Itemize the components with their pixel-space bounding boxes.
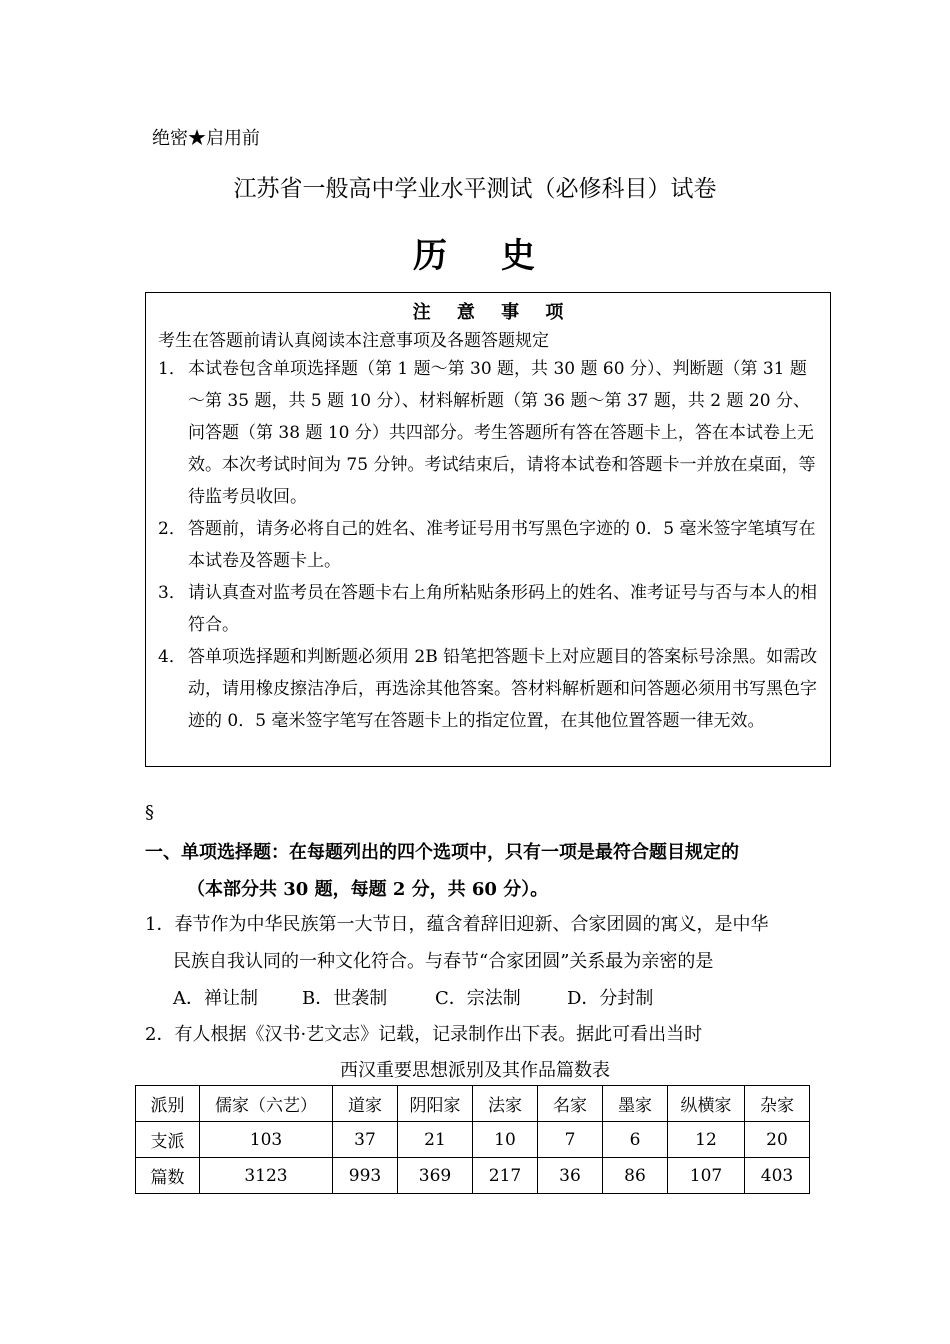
question-1-line-2: 民族自我认同的一种文化符合。与春节“合家团圆”关系最为亲密的是 xyxy=(173,951,714,972)
table-cell: 21 xyxy=(398,1122,473,1158)
section-heading: 一、单项选择题：在每题列出的四个选项中，只有一项是最符合题目规定的 xyxy=(145,842,739,863)
table-cell: 3123 xyxy=(200,1158,333,1194)
notice-intro: 考生在答题前请认真阅读本注意事项及各题答题规定 xyxy=(158,331,549,351)
section-subheading: （本部分共 30 题，每题 2 分，共 60 分）。 xyxy=(187,879,549,900)
notice-item-number: 1． xyxy=(158,359,186,379)
table-row xyxy=(136,1086,810,1122)
notice-item xyxy=(158,641,823,737)
table-cell: 12 xyxy=(668,1122,745,1158)
table-cell: 217 xyxy=(473,1158,538,1194)
schools-table xyxy=(135,1085,810,1194)
table-cell: 20 xyxy=(745,1122,810,1158)
notice-item-text: 本试卷包含单项选择题（第 1 题～第 30 题，共 30 题 60 分）、判断题（第 31 题～第 35 题，共 5 题 10 分）、材料解析题（第 36 题～第 37 题，共 2 题 20 分、问答题（第 38 题 10 分）共四部分。考生答题所有答在答题卡上，答在本试卷上无效。本次考试时间为 75 分钟。考试结束后，请将本试卷和答题卡一并放在桌面，等待监考员收回。 xyxy=(188,359,816,507)
table-cell: 107 xyxy=(668,1158,745,1194)
notice-item-number: 3． xyxy=(158,583,186,603)
table-cell: 993 xyxy=(333,1158,398,1194)
table-cell: 杂家 xyxy=(745,1086,810,1122)
table-cell: 儒家（六艺） xyxy=(200,1086,333,1122)
option-c: C．宗法制 xyxy=(435,988,521,1009)
table-cell: 篇数 xyxy=(136,1158,200,1194)
question-1-line-1: 1．春节作为中华民族第一大节日，蕴含着辞旧迎新、合家团圆的寓义，是中华 xyxy=(145,914,769,935)
exam-title xyxy=(0,228,950,277)
exam-subtitle: 江苏省一般高中学业水平测试（必修科目）试卷 xyxy=(233,176,717,202)
option-a: A．禅让制 xyxy=(173,988,258,1009)
table-cell: 369 xyxy=(398,1158,473,1194)
section-mark: § xyxy=(145,802,154,823)
option-d: D．分封制 xyxy=(567,988,654,1009)
table-row xyxy=(136,1158,810,1194)
table-cell: 名家 xyxy=(538,1086,603,1122)
table-cell: 37 xyxy=(333,1122,398,1158)
notice-item-text: 答题前，请务必将自己的姓名、准考证号用书写黑色字迹的 0．5 毫米签字笔填写在本试卷及答题卡上。 xyxy=(188,519,816,571)
table-cell: 阴阳家 xyxy=(398,1086,473,1122)
notice-item-text: 请认真查对监考员在答题卡右上角所粘贴条形码上的姓名、准考证号与否与本人的相符合。 xyxy=(188,583,817,635)
notice-item-number: 2． xyxy=(158,519,186,539)
table-cell: 86 xyxy=(603,1158,668,1194)
notice-item-text: 答单项选择题和判断题必须用 2B 铅笔把答题卡上对应题目的答案标号涂黑。如需改动，请用橡皮擦洁净后，再选涂其他答案。答材料解析题和问答题必须用书写黑色字迹的 0．5 毫米签字笔写在答题卡上的指定位置，在其他位置答题一律无效。 xyxy=(188,647,818,731)
notice-item xyxy=(158,577,823,641)
notice-item xyxy=(158,513,823,577)
notice-item-number: 4． xyxy=(158,647,186,667)
question-2-line-1: 2．有人根据《汉书·艺文志》记载，记录制作出下表。据此可看出当时 xyxy=(145,1024,703,1045)
title-char-1: 历 xyxy=(413,236,449,276)
notice-box xyxy=(145,292,831,767)
table-cell: 10 xyxy=(473,1122,538,1158)
title-char-2: 史 xyxy=(501,236,537,276)
notice-item xyxy=(158,353,823,513)
table-cell: 7 xyxy=(538,1122,603,1158)
notice-title: 注 意 事 项 xyxy=(412,302,564,323)
table-cell: 纵横家 xyxy=(668,1086,745,1122)
table-cell: 36 xyxy=(538,1158,603,1194)
table-cell: 道家 xyxy=(333,1086,398,1122)
table-cell: 墨家 xyxy=(603,1086,668,1122)
table-row xyxy=(136,1122,810,1158)
table-cell: 103 xyxy=(200,1122,333,1158)
table-cell: 派别 xyxy=(136,1086,200,1122)
table-cell: 支派 xyxy=(136,1122,200,1158)
table-cell: 403 xyxy=(745,1158,810,1194)
table-cell: 6 xyxy=(603,1122,668,1158)
option-b: B．世袭制 xyxy=(302,988,388,1009)
table-cell: 法家 xyxy=(473,1086,538,1122)
notice-items xyxy=(158,353,823,737)
question-1-options xyxy=(173,984,653,1010)
confidential-mark: 绝密★启用前 xyxy=(152,128,260,149)
table-caption: 西汉重要思想派别及其作品篇数表 xyxy=(340,1060,610,1081)
